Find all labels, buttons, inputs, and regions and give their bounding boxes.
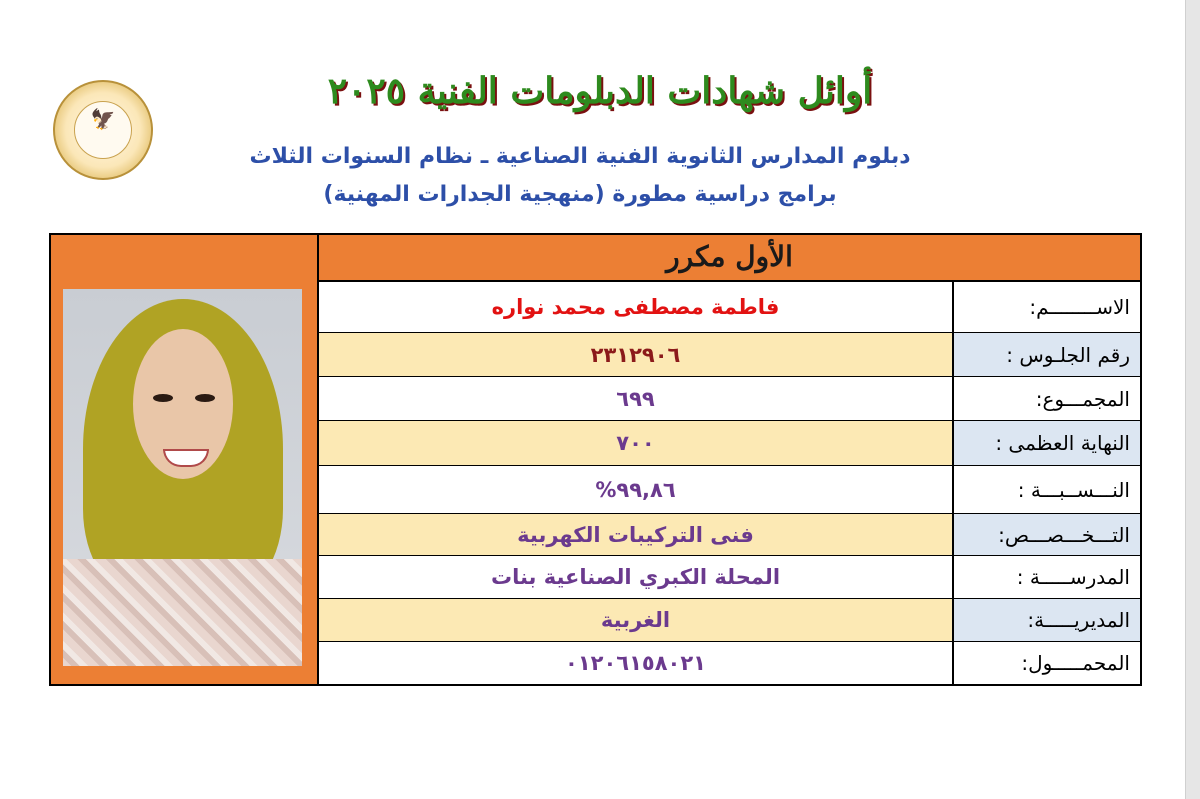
row-specialty [317, 514, 1140, 556]
percent-label: النـــســبـــة : [952, 466, 1140, 513]
rank-header: الأول مكرر [317, 235, 1140, 282]
directorate: الغربية [600, 608, 671, 632]
row-mobile [317, 642, 1140, 684]
seat-label: رقم الجلـوس : [952, 333, 1140, 376]
school: المحلة الكبري الصناعية بنات [490, 565, 781, 589]
row-seat [317, 333, 1140, 377]
specialty-label: التـــخـــصـــص: [952, 514, 1140, 555]
row-total [317, 377, 1140, 421]
diploma-subtitle: دبلوم المدارس الثانوية الفنية الصناعية ـ نظام السنوات الثلاث [249, 144, 911, 169]
directorate-label: المديريـــــة: [952, 599, 1140, 641]
max-score: ٧٠٠ [616, 431, 655, 455]
eagle-icon: 🦅 [90, 107, 116, 131]
mobile-label: المحمـــــول: [952, 642, 1140, 684]
total-score: ٦٩٩ [616, 386, 655, 411]
page-title: أوائل شهادات الدبلومات الفنية ٢٠٢٥ [327, 70, 873, 112]
student-name: فاطمة مصطفى محمد نواره [491, 295, 780, 319]
seal-center [74, 101, 132, 159]
name-label: الاســــــــم: [952, 282, 1140, 332]
percentage: ٩٩,٨٦% [595, 477, 676, 502]
row-max [317, 421, 1140, 466]
student-photo [63, 289, 302, 666]
school-label: المدرســـــة : [952, 556, 1140, 598]
max-label: النهاية العظمى : [952, 421, 1140, 465]
mobile-number: ٠١٢٠٦١٥٨٠٢١ [565, 651, 706, 675]
total-label: المجمـــوع: [952, 377, 1140, 420]
seat-number: ٢٣١٢٩٠٦ [590, 342, 681, 367]
row-school [317, 556, 1140, 599]
photo-dress [63, 559, 302, 666]
photo-eye [153, 394, 173, 402]
ministry-seal-icon [53, 80, 153, 180]
specialty: فنى التركيبات الكهربية [517, 522, 754, 547]
program-subtitle: برامج دراسية مطورة (منهجية الجدارات المهنية) [323, 182, 837, 207]
row-name [317, 282, 1140, 333]
page-edge [1185, 0, 1200, 799]
row-percent [317, 466, 1140, 514]
row-directorate [317, 599, 1140, 642]
photo-eye [195, 394, 215, 402]
